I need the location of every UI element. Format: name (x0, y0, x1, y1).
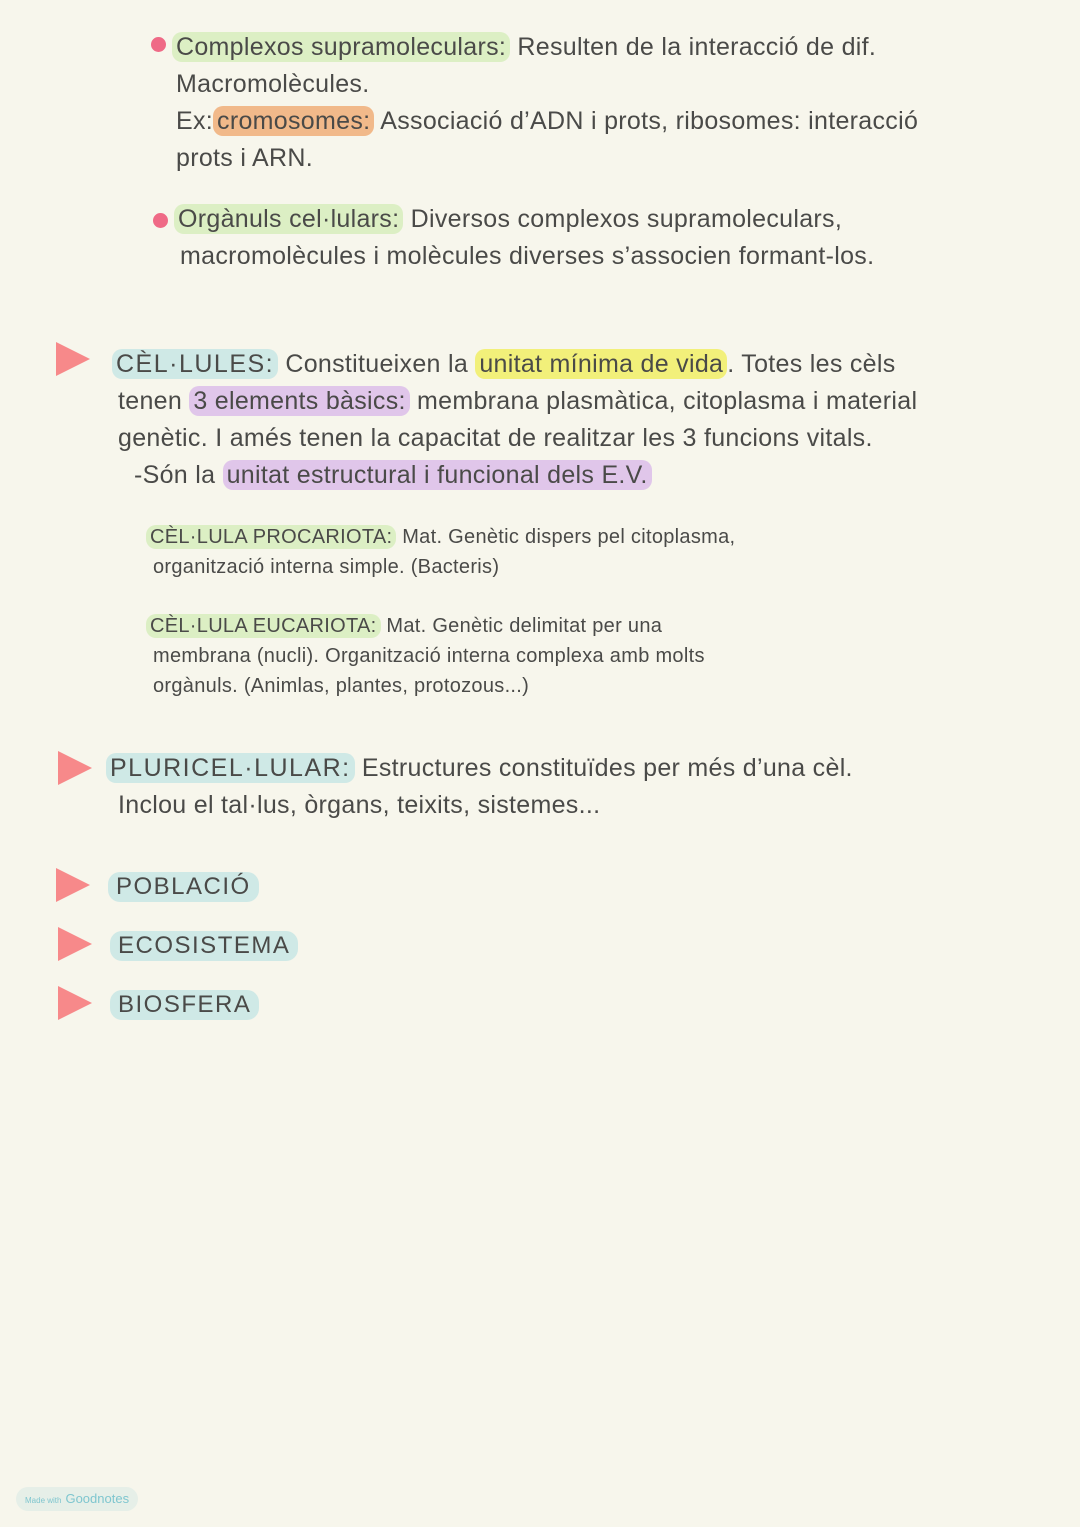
triangle-marker-icon (56, 342, 90, 376)
triangle-marker-icon (58, 751, 92, 785)
cellules-text: Constitueixen la (278, 350, 476, 378)
cellules-text: . Totes les cèls (727, 350, 896, 378)
complexos-line-2: Macromolècules. (176, 70, 370, 98)
complexos-line-1 (172, 33, 876, 62)
example-prefix: Ex: (176, 107, 214, 135)
cellules-highlight: unitat mínima de vida (475, 349, 727, 379)
triangle-marker-icon (58, 986, 92, 1020)
cellules-highlight: unitat estructural i funcional dels E.V. (223, 460, 652, 490)
cellules-highlight: 3 elements bàsics: (189, 386, 409, 416)
example-text: Associació d’ADN i prots, ribosomes: interacció (374, 107, 919, 135)
procariota-line-2: organització interna simple. (Bacteris) (153, 556, 500, 578)
complexos-term: Complexos supramoleculars: (172, 32, 510, 62)
cellules-text: -Són la (134, 461, 223, 489)
cellules-line-4 (134, 461, 652, 490)
organuls-line-1 (174, 205, 842, 234)
complexos-text: Resulten de la interacció de dif. (510, 33, 877, 61)
pluricel-line-1 (106, 754, 853, 783)
pluricel-line-2: Inclou el tal·lus, òrgans, teixits, sistemes... (118, 791, 601, 819)
level-ecosistema: ECOSISTEMA (110, 931, 298, 961)
goodnotes-logo: Goodnotes (65, 1491, 130, 1506)
eucariota-text: Mat. Genètic delimitat per una (380, 615, 663, 637)
eucariota-line-2: membrana (nucli). Organització interna complexa amb molts (153, 645, 705, 667)
cromosomes-term: cromosomes: (213, 106, 374, 136)
made-with-label: Made with (25, 1496, 62, 1505)
bullet-dot-icon (151, 37, 166, 52)
pluricel-term: PLURICEL·LULAR: (106, 753, 355, 783)
procariota-term: CÈL·LULA PROCARIOTA: (146, 525, 396, 549)
cellules-line-3: genètic. I amés tenen la capacitat de realitzar les 3 funcions vitals. (118, 424, 873, 452)
complexos-line-4: prots i ARN. (176, 144, 313, 172)
organuls-term: Orgànuls cel·lulars: (174, 204, 403, 234)
bullet-dot-icon (153, 213, 168, 228)
cellules-term: CÈL·LULES: (112, 349, 278, 379)
cellules-text: tenen (118, 387, 190, 415)
level-biosfera: BIOSFERA (110, 990, 259, 1020)
cellules-text: membrana plasmàtica, citoplasma i material (409, 387, 918, 415)
triangle-marker-icon (56, 868, 90, 902)
pluricel-text: Estructures constituïdes per més d’una cèl. (354, 754, 853, 782)
cellules-line-2 (118, 387, 917, 416)
eucariota-line-1 (146, 615, 662, 638)
organuls-line-2: macromolècules i molècules diverses s’associen formant-los. (180, 242, 875, 270)
organuls-text: Diversos complexos supramoleculars, (403, 205, 843, 233)
cellules-line-1 (112, 350, 896, 379)
procariota-line-1 (146, 526, 735, 549)
goodnotes-badge (16, 1487, 138, 1511)
procariota-text: Mat. Genètic dispers pel citoplasma, (396, 526, 736, 548)
eucariota-line-3: orgànuls. (Animlas, plantes, protozous...) (153, 675, 530, 697)
eucariota-term: CÈL·LULA EUCARIOTA: (146, 614, 381, 638)
level-poblacio: POBLACIÓ (108, 872, 259, 902)
triangle-marker-icon (58, 927, 92, 961)
complexos-line-3 (176, 107, 918, 136)
